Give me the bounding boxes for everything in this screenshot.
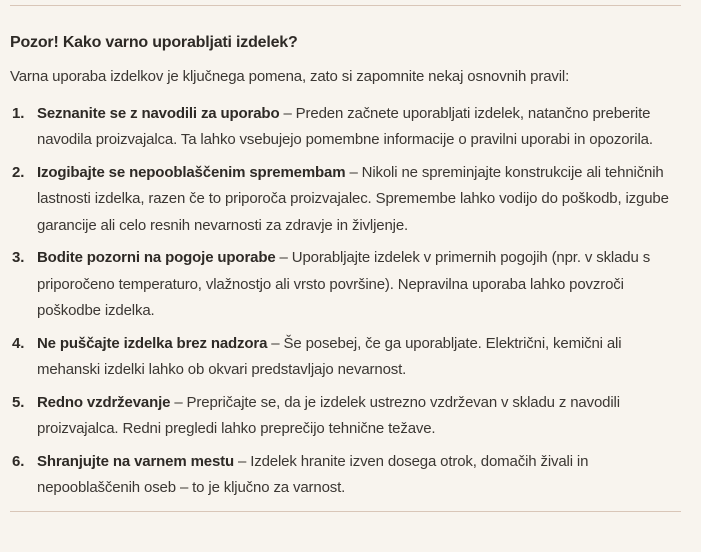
- list-item-text: – Prepričajte se, da je izdelek ustrezno vzdrževan v skladu z navodili proizvajalca. Redni pregledi lahko preprečijo tehnične težave.: [37, 393, 620, 437]
- safety-rules-list: [10, 101, 687, 502]
- list-item: [10, 160, 687, 240]
- list-item: [10, 101, 687, 154]
- list-item: [10, 245, 687, 325]
- list-item-lead: Ne puščajte izdelka brez nadzora: [37, 334, 268, 352]
- list-item: [10, 390, 687, 443]
- list-item-text: – Izdelek hranite izven dosega otrok, domačih živali in nepooblaščenih oseb – to je ključno za varnost.: [37, 452, 589, 496]
- list-item-number: 2.: [12, 163, 25, 181]
- list-item: [10, 331, 687, 384]
- list-item-number: 4.: [12, 334, 25, 352]
- list-item-number: 6.: [12, 452, 25, 470]
- list-item-lead: Seznanite se z navodili za uporabo: [37, 104, 280, 122]
- list-item-lead: Bodite pozorni na pogoje uporabe: [37, 249, 276, 266]
- list-item-number: 1.: [12, 104, 25, 122]
- list-item-lead: Redno vzdrževanje: [37, 393, 171, 411]
- list-item-number: 3.: [12, 249, 25, 266]
- list-item: [10, 449, 687, 502]
- list-item-number: 5.: [12, 393, 25, 411]
- list-item-text: – Nikoli ne spreminjajte konstrukcije ali tehničnih lastnosti izdelka, razen če to priporoča proizvajalec. Spremembe lahko vodijo do poškodb, izgube garancije ali celo resnih nevarnosti za zdravje in življenje.: [37, 163, 669, 234]
- intro-paragraph: Varna uporaba izdelkov je ključnega pomena, zato si zapomnite nekaj osnovnih pravil:: [10, 68, 570, 85]
- list-item-lead: Shranjujte na varnem mestu: [37, 452, 234, 470]
- list-item-text: – Še posebej, če ga uporabljate. Električni, kemični ali mehanski izdelki lahko ob okvari predstavljajo nevarnost.: [37, 334, 622, 378]
- list-item-lead: Izogibajte se nepooblaščenim spremembam: [37, 163, 346, 181]
- list-item-text: – Preden začnete uporabljati izdelek, natančno preberite navodila proizvajalca. Ta lahko vsebujejo pomembne informacije o pravilni uporabi in opozorila.: [37, 104, 653, 148]
- list-item-text: – Uporabljajte izdelek v primernih pogojih (npr. v skladu s priporočeno temperaturo, vlažnostjo ali vrsto površine). Nepravilna uporaba lahko povzroči poškodbe izdelka.: [37, 249, 651, 319]
- bottom-divider: [10, 511, 681, 512]
- top-divider: [10, 5, 681, 6]
- page-title: Pozor! Kako varno uporabljati izdelek?: [10, 34, 298, 51]
